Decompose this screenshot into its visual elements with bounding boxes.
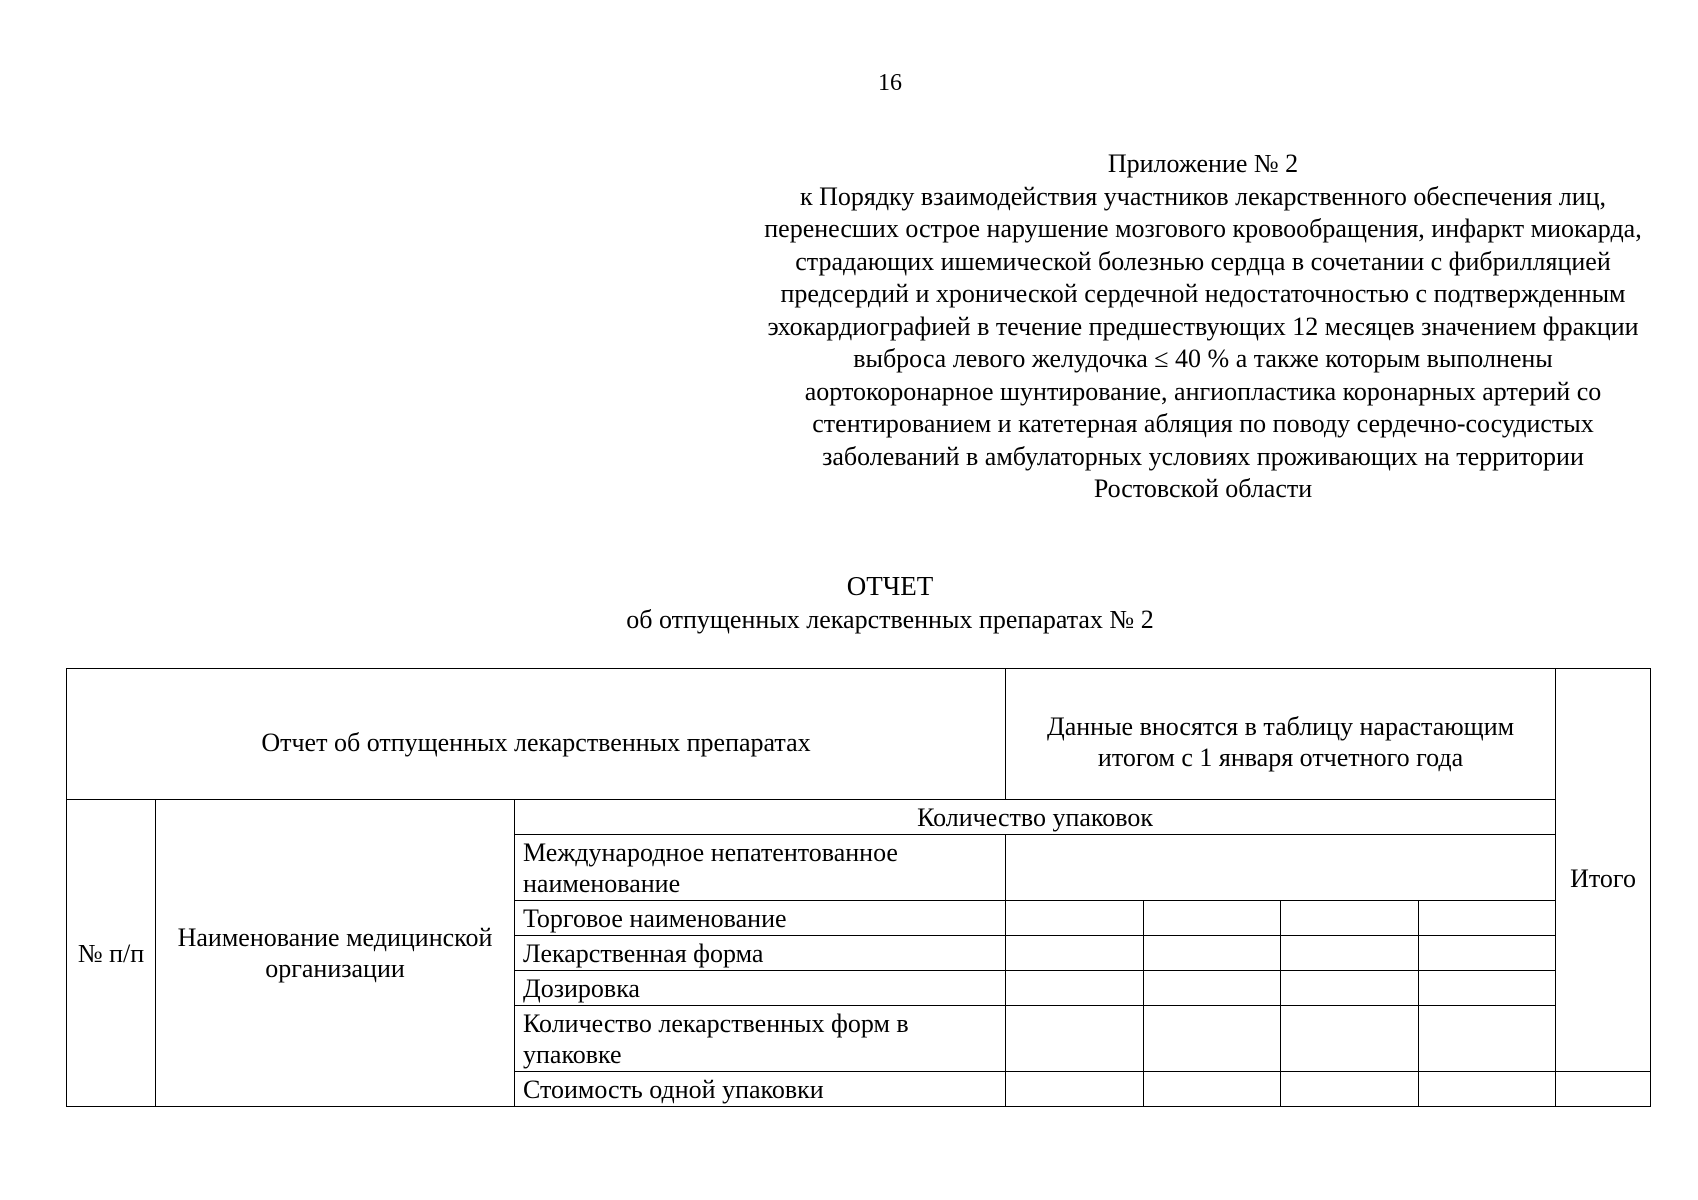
data-cell[interactable] — [1006, 901, 1144, 936]
row-label-dosage-form: Лекарственная форма — [515, 936, 1006, 971]
table-row — [67, 800, 1651, 835]
data-cell[interactable] — [1281, 936, 1419, 971]
data-cell[interactable] — [1144, 901, 1281, 936]
data-cell[interactable] — [1144, 1006, 1281, 1072]
data-cell[interactable] — [1006, 971, 1144, 1006]
table-header-row — [67, 669, 1651, 800]
row-label-forms-per-pack: Количество лекарственных форм в упаковке — [515, 1006, 1006, 1072]
data-cell[interactable] — [1419, 1072, 1556, 1107]
appendix-title: Приложение № 2 — [1107, 149, 1299, 178]
data-cell[interactable] — [1144, 971, 1281, 1006]
organization-column-header: Наименование медицинской организации — [156, 800, 515, 1107]
quantity-header-cell: Количество упаковок — [515, 800, 1556, 835]
data-cell[interactable] — [1281, 971, 1419, 1006]
data-cell[interactable] — [1006, 1072, 1144, 1107]
report-title: ОТЧЕТ — [846, 571, 934, 601]
row-label-inn: Международное непатентованное наименование — [515, 835, 1006, 901]
data-cell[interactable] — [1419, 901, 1556, 936]
data-cell[interactable] — [1281, 1006, 1419, 1072]
data-cell[interactable] — [1006, 835, 1556, 901]
header-data-cell: Данные вносятся в таблицу нарастающим итогом с 1 января отчетного года — [1006, 669, 1556, 800]
data-cell[interactable] — [1006, 936, 1144, 971]
report-subtitle: об отпущенных лекарственных препаратах № 2 — [626, 605, 1154, 634]
row-label-dosage: Дозировка — [515, 971, 1006, 1006]
data-cell[interactable] — [1281, 901, 1419, 936]
data-cell[interactable] — [1419, 1006, 1556, 1072]
report-table — [66, 668, 1651, 1107]
data-cell[interactable] — [1419, 971, 1556, 1006]
number-column-header: № п/п — [67, 800, 156, 1107]
appendix-text: к Порядку взаимодействия участников лекарственного обеспечения лиц, перенесших острое нарушение мозгового кровообращения, инфаркт миокарда, страдающих ишемической болезнью сердца в сочетании с фибрилляцией предсердий и хронической сердечной недостаточностью с подтвержденным эхокардиографией в течение предшествующих 12 месяцев значением фракции выброса левого желудочка ≤ 40 % а также которым выполнены аортокоронарное шунтирование, ангиопластика коронарных артерий со стентированием и катетерная абляция по поводу сердечно-сосудистых заболеваний в амбулаторных условиях проживающих на территории Ростовской области — [764, 181, 1642, 503]
appendix-block — [758, 148, 1648, 506]
data-cell[interactable] — [1144, 936, 1281, 971]
data-cell[interactable] — [1144, 1072, 1281, 1107]
data-cell[interactable] — [1006, 1006, 1144, 1072]
header-total-cell: Итого — [1556, 669, 1651, 1072]
header-main-cell: Отчет об отпущенных лекарственных препаратах — [67, 669, 1006, 800]
page-number: 16 — [878, 70, 902, 96]
data-cell[interactable] — [1419, 936, 1556, 971]
data-cell[interactable] — [1281, 1072, 1419, 1107]
total-data-cell[interactable] — [1556, 1072, 1651, 1107]
row-label-trade-name: Торговое наименование — [515, 901, 1006, 936]
row-label-pack-cost: Стоимость одной упаковки — [515, 1072, 1006, 1107]
